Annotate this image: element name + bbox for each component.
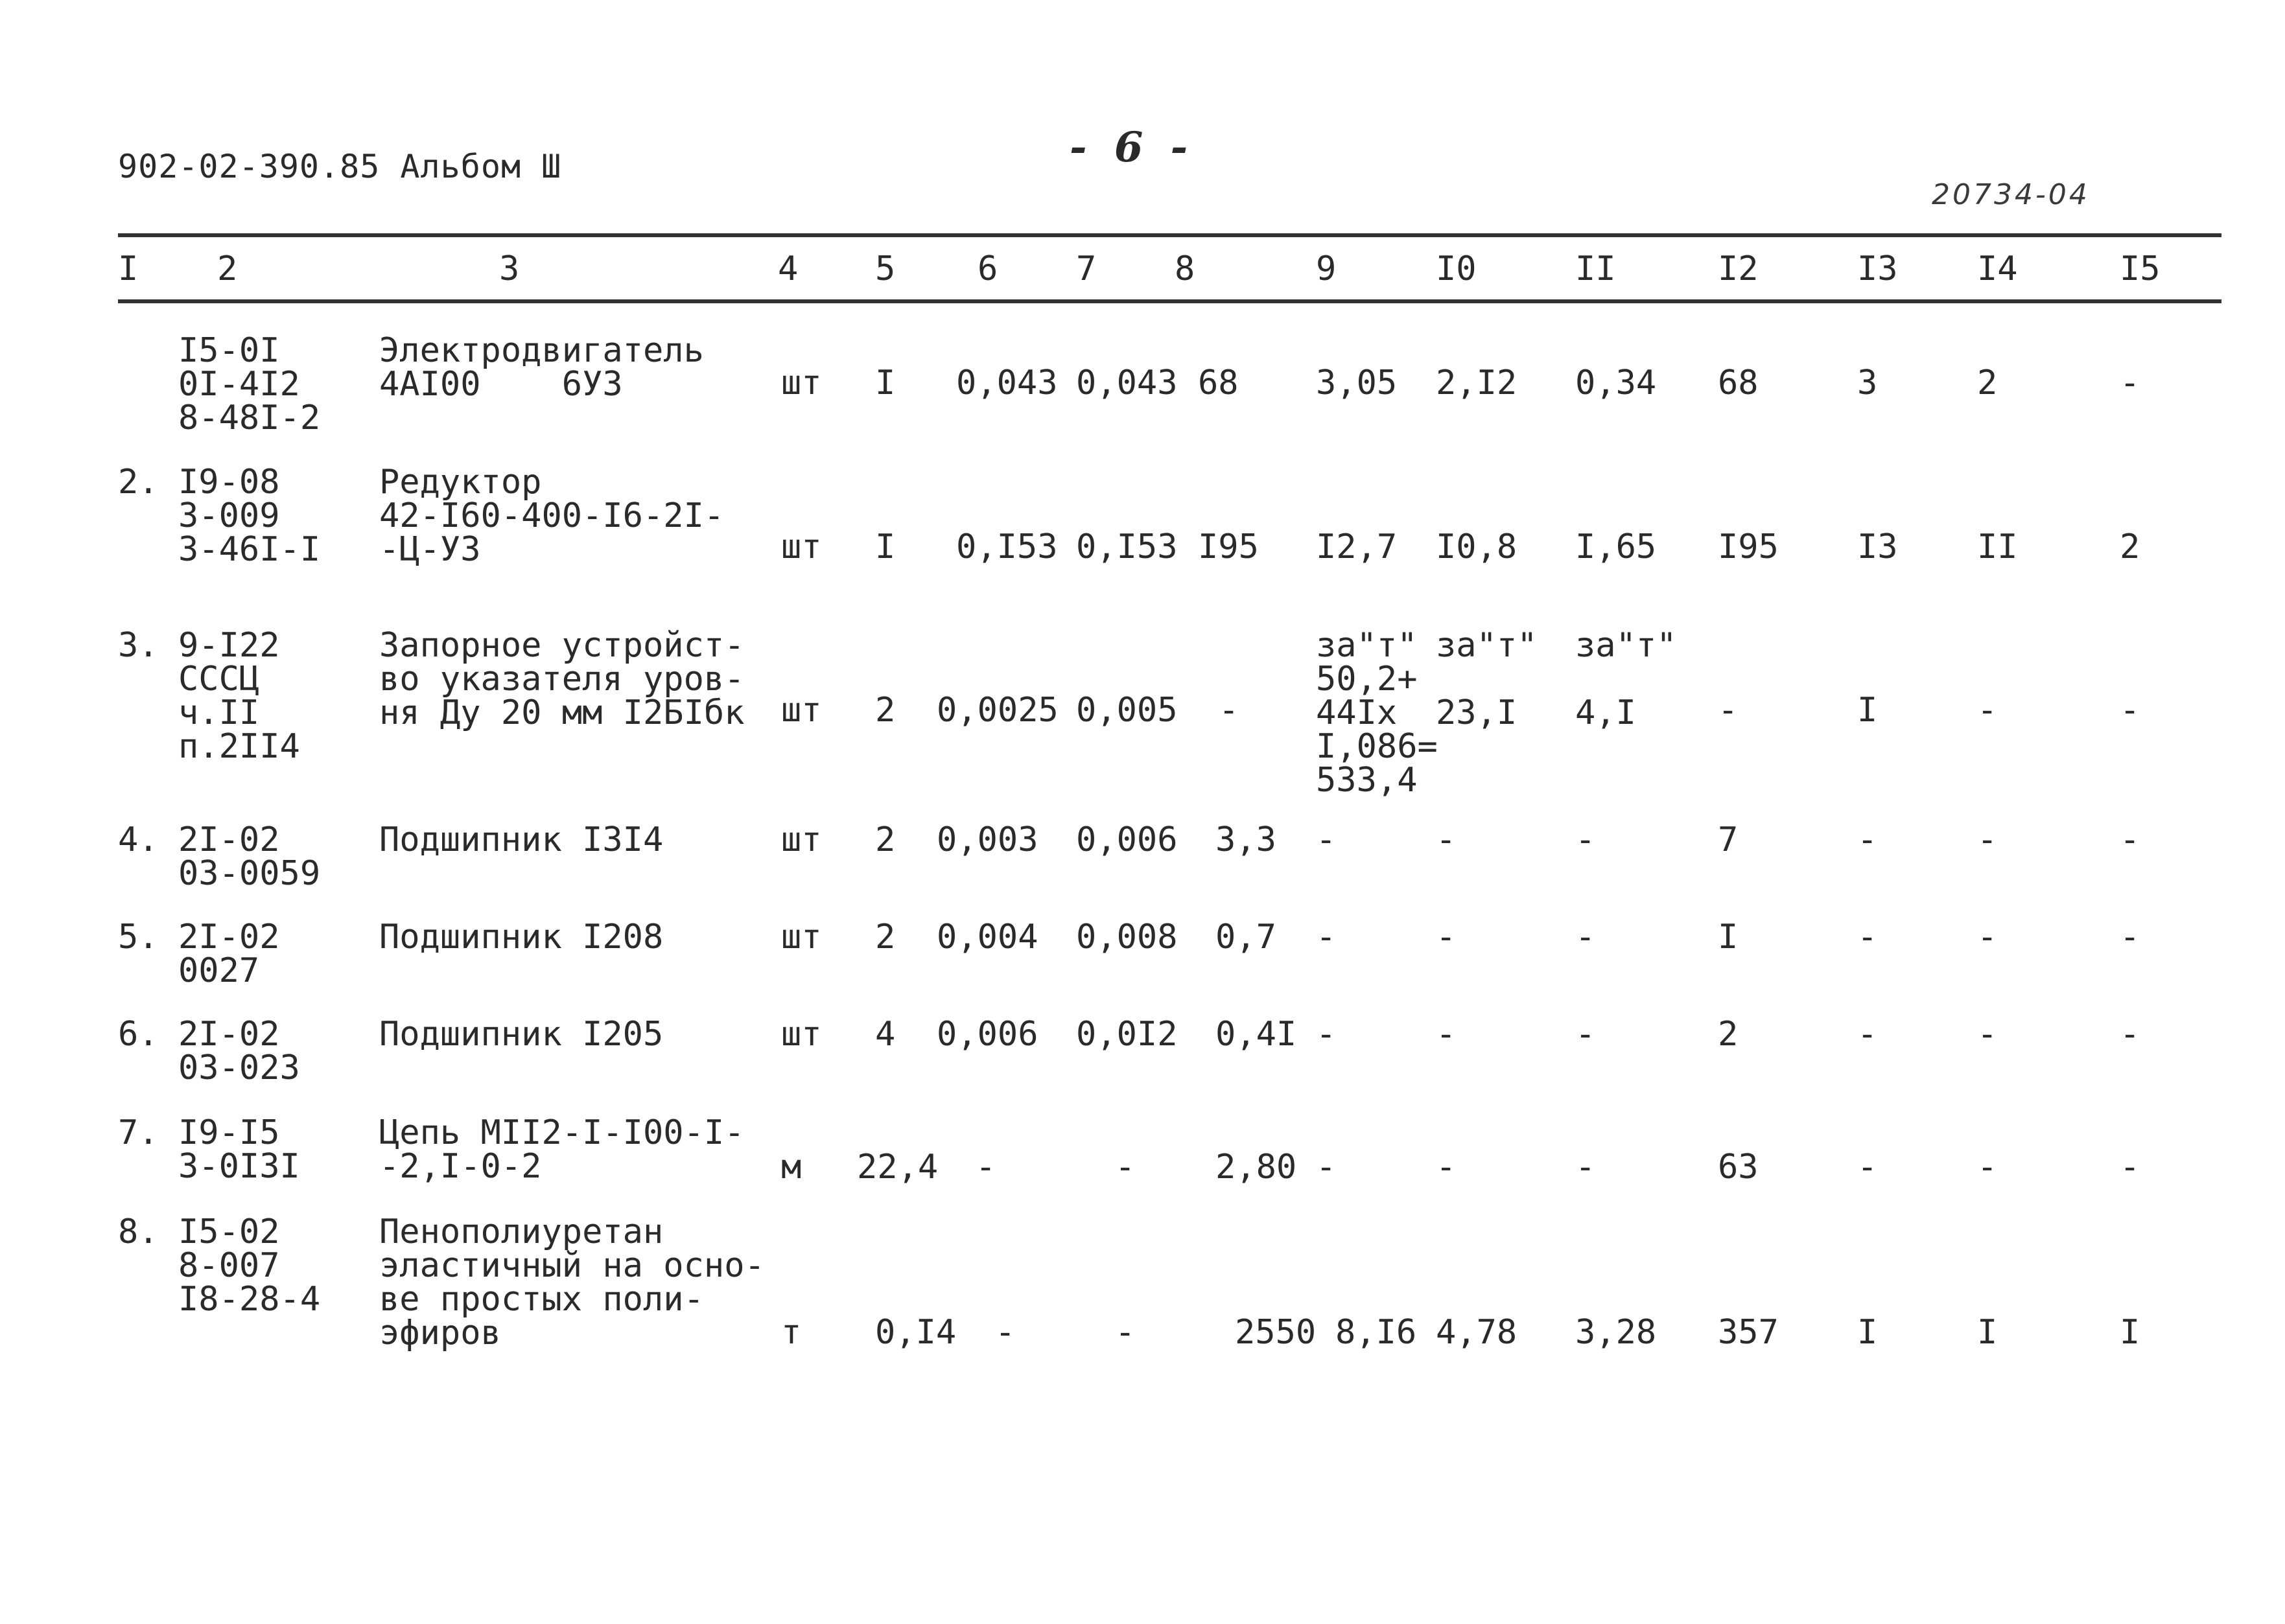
cell-unit: шт xyxy=(781,364,822,402)
cell-c7: 0,0I2 xyxy=(1076,1015,1178,1054)
cell-name: Запорное устройст- во указателя уров- ня Ду 20 мм I2БIбк xyxy=(379,626,745,732)
cell-c7: 0,008 xyxy=(1076,918,1178,957)
cell-c10: 4,78 xyxy=(1436,1313,1517,1352)
cell-c9: - xyxy=(1316,1148,1337,1187)
column-header: I5 xyxy=(2120,249,2161,288)
cell-c7: 0,005 xyxy=(1076,691,1178,730)
cell-code: 2I-02 03-0059 xyxy=(178,820,321,893)
cell-c12: I95 xyxy=(1718,528,1779,566)
cell-c12: 357 xyxy=(1718,1313,1779,1352)
page-number: - 6 - xyxy=(1070,123,1195,172)
cell-c6: 0,0025 xyxy=(937,691,1059,730)
cell-qty: 2 xyxy=(875,918,896,957)
column-header: 4 xyxy=(778,249,799,288)
cell-name: Редуктор 42-I60-400-I6-2I- -Ц-У3 xyxy=(379,463,725,569)
cell-c10: - xyxy=(1436,1015,1457,1054)
cell-code: 2I-02 03-023 xyxy=(178,1015,300,1087)
cell-name: Подшипник I3I4 xyxy=(379,820,664,859)
cell-c14: - xyxy=(1977,918,1998,957)
column-header: I xyxy=(118,249,139,288)
cell-c15: I xyxy=(2120,1313,2140,1352)
table-header-rule xyxy=(118,299,2221,303)
cell-unit: м xyxy=(781,1148,802,1187)
cell-unit: шт xyxy=(781,1015,822,1054)
column-header: I4 xyxy=(1977,249,2018,288)
cell-qty: 4 xyxy=(875,1015,896,1054)
column-header: 7 xyxy=(1076,249,1097,288)
cell-c12: 7 xyxy=(1718,820,1739,859)
cell-c8: 3,3 xyxy=(1215,820,1276,859)
cell-c12: I xyxy=(1718,918,1739,957)
cell-c13: I3 xyxy=(1857,528,1898,566)
cell-num: 7. xyxy=(118,1113,159,1152)
cell-c7: 0,043 xyxy=(1076,364,1178,402)
cell-c7: 0,006 xyxy=(1076,820,1178,859)
column-header: I2 xyxy=(1718,249,1759,288)
column-header: 9 xyxy=(1316,249,1337,288)
cell-c15: - xyxy=(2120,918,2140,957)
cell-c11: - xyxy=(1575,820,1596,859)
cell-c10: - xyxy=(1436,1148,1457,1187)
cell-c6: - xyxy=(976,1148,996,1187)
column-header: 3 xyxy=(499,249,520,288)
cell-num: 2. xyxy=(118,463,159,502)
cell-c13: I xyxy=(1857,1313,1878,1352)
cell-c11: 3,28 xyxy=(1575,1313,1657,1352)
cell-c14: II xyxy=(1977,528,2018,566)
table-top-rule xyxy=(118,233,2221,237)
cell-c9: - xyxy=(1316,918,1337,957)
cell-c14: - xyxy=(1977,1148,1998,1187)
cell-c15: - xyxy=(2120,1148,2140,1187)
cell-c8: I95 xyxy=(1198,528,1259,566)
cell-c6: 0,I53 xyxy=(956,528,1058,566)
cell-c8: - xyxy=(1219,691,1239,730)
cell-c14: - xyxy=(1977,820,1998,859)
cell-qty: I xyxy=(875,528,896,566)
cell-c8: 68 xyxy=(1198,364,1239,402)
cell-c12: 63 xyxy=(1718,1148,1759,1187)
cell-qty: 2 xyxy=(875,820,896,859)
cell-c15: - xyxy=(2120,820,2140,859)
inventory-stamp: 20734-04 xyxy=(1932,178,2090,211)
cell-c6: 0,004 xyxy=(937,918,1038,957)
cell-name: Электродвигатель 4АI00 6У3 xyxy=(379,331,704,404)
cell-qty: I xyxy=(875,364,896,402)
cell-c11: - xyxy=(1575,918,1596,957)
cell-c8: 2550 xyxy=(1235,1313,1317,1352)
cell-c12: 68 xyxy=(1718,364,1759,402)
cell-num: 3. xyxy=(118,626,159,665)
cell-c7: - xyxy=(1115,1313,1136,1352)
cell-c9: за"т" 50,2+ 44Iх I,086= 533,4 xyxy=(1316,626,1438,800)
cell-code: I9-08 3-009 3-46I-I xyxy=(178,463,321,569)
cell-c9: - xyxy=(1316,1015,1337,1054)
cell-c11: 0,34 xyxy=(1575,364,1657,402)
cell-code: I5-0I 0I-4I2 8-48I-2 xyxy=(178,331,321,437)
cell-unit: шт xyxy=(781,820,822,859)
column-header: 5 xyxy=(875,249,896,288)
cell-name: Подшипник I208 xyxy=(379,918,664,957)
cell-unit: шт xyxy=(781,691,822,730)
cell-c14: 2 xyxy=(1977,364,1998,402)
cell-c10: I0,8 xyxy=(1436,528,1517,566)
column-header: 2 xyxy=(217,249,238,288)
cell-c14: - xyxy=(1977,691,1998,730)
cell-code: 9-I22 СССЦ ч.II п.2II4 xyxy=(178,626,300,766)
column-header: II xyxy=(1575,249,1616,288)
cell-num: 4. xyxy=(118,820,159,859)
column-header: I3 xyxy=(1857,249,1898,288)
cell-c12: 2 xyxy=(1718,1015,1739,1054)
cell-c11: за"т" 4,I xyxy=(1575,626,1677,732)
cell-qty: 0,I4 xyxy=(875,1313,957,1352)
cell-c10: - xyxy=(1436,918,1457,957)
cell-c9: - xyxy=(1316,820,1337,859)
cell-c8: 2,80 xyxy=(1215,1148,1297,1187)
cell-c13: I xyxy=(1857,691,1878,730)
cell-unit: т xyxy=(781,1313,802,1352)
cell-code: 2I-02 0027 xyxy=(178,918,280,990)
cell-c7: 0,I53 xyxy=(1076,528,1178,566)
cell-c10: - xyxy=(1436,820,1457,859)
cell-num: 8. xyxy=(118,1212,159,1251)
cell-c15: 2 xyxy=(2120,528,2140,566)
cell-c13: - xyxy=(1857,1015,1878,1054)
column-header: 8 xyxy=(1175,249,1195,288)
cell-c6: 0,006 xyxy=(937,1015,1038,1054)
cell-c15: - xyxy=(2120,691,2140,730)
cell-c7: - xyxy=(1115,1148,1136,1187)
document-code: 902-02-390.85 Альбом Ш xyxy=(118,148,562,185)
cell-num: 6. xyxy=(118,1015,159,1054)
cell-name: Подшипник I205 xyxy=(379,1015,664,1054)
cell-c13: - xyxy=(1857,1148,1878,1187)
cell-num: 5. xyxy=(118,918,159,957)
cell-c6: 0,043 xyxy=(956,364,1058,402)
cell-c9: I2,7 xyxy=(1316,528,1398,566)
cell-qty: 22,4 xyxy=(857,1148,939,1187)
cell-c14: - xyxy=(1977,1015,1998,1054)
cell-c14: I xyxy=(1977,1313,1998,1352)
cell-c13: - xyxy=(1857,918,1878,957)
cell-c8: 0,7 xyxy=(1215,918,1276,957)
cell-c10: 2,I2 xyxy=(1436,364,1517,402)
column-header: 6 xyxy=(978,249,998,288)
cell-c8: 0,4I xyxy=(1215,1015,1297,1054)
cell-c15: - xyxy=(2120,364,2140,402)
cell-c11: - xyxy=(1575,1015,1596,1054)
cell-c11: - xyxy=(1575,1148,1596,1187)
cell-c12: - xyxy=(1718,691,1739,730)
column-header: I0 xyxy=(1436,249,1477,288)
cell-code: I5-02 8-007 I8-28-4 xyxy=(178,1212,321,1319)
cell-c13: 3 xyxy=(1857,364,1878,402)
cell-name: Пенополиуретан эластичный на осно- ве простых поли- эфиров xyxy=(379,1212,765,1352)
cell-c9: 3,05 xyxy=(1316,364,1398,402)
cell-qty: 2 xyxy=(875,691,896,730)
cell-c6: - xyxy=(995,1313,1016,1352)
cell-unit: шт xyxy=(781,918,822,957)
cell-unit: шт xyxy=(781,528,822,566)
cell-c13: - xyxy=(1857,820,1878,859)
cell-code: I9-I5 3-0I3I xyxy=(178,1113,300,1186)
cell-c9: 8,I6 xyxy=(1335,1313,1417,1352)
cell-c11: I,65 xyxy=(1575,528,1657,566)
cell-c6: 0,003 xyxy=(937,820,1038,859)
cell-c15: - xyxy=(2120,1015,2140,1054)
cell-c10: за"т" 23,I xyxy=(1436,626,1538,732)
cell-name: Цепь МII2-I-I00-I- -2,I-0-2 xyxy=(379,1113,745,1186)
